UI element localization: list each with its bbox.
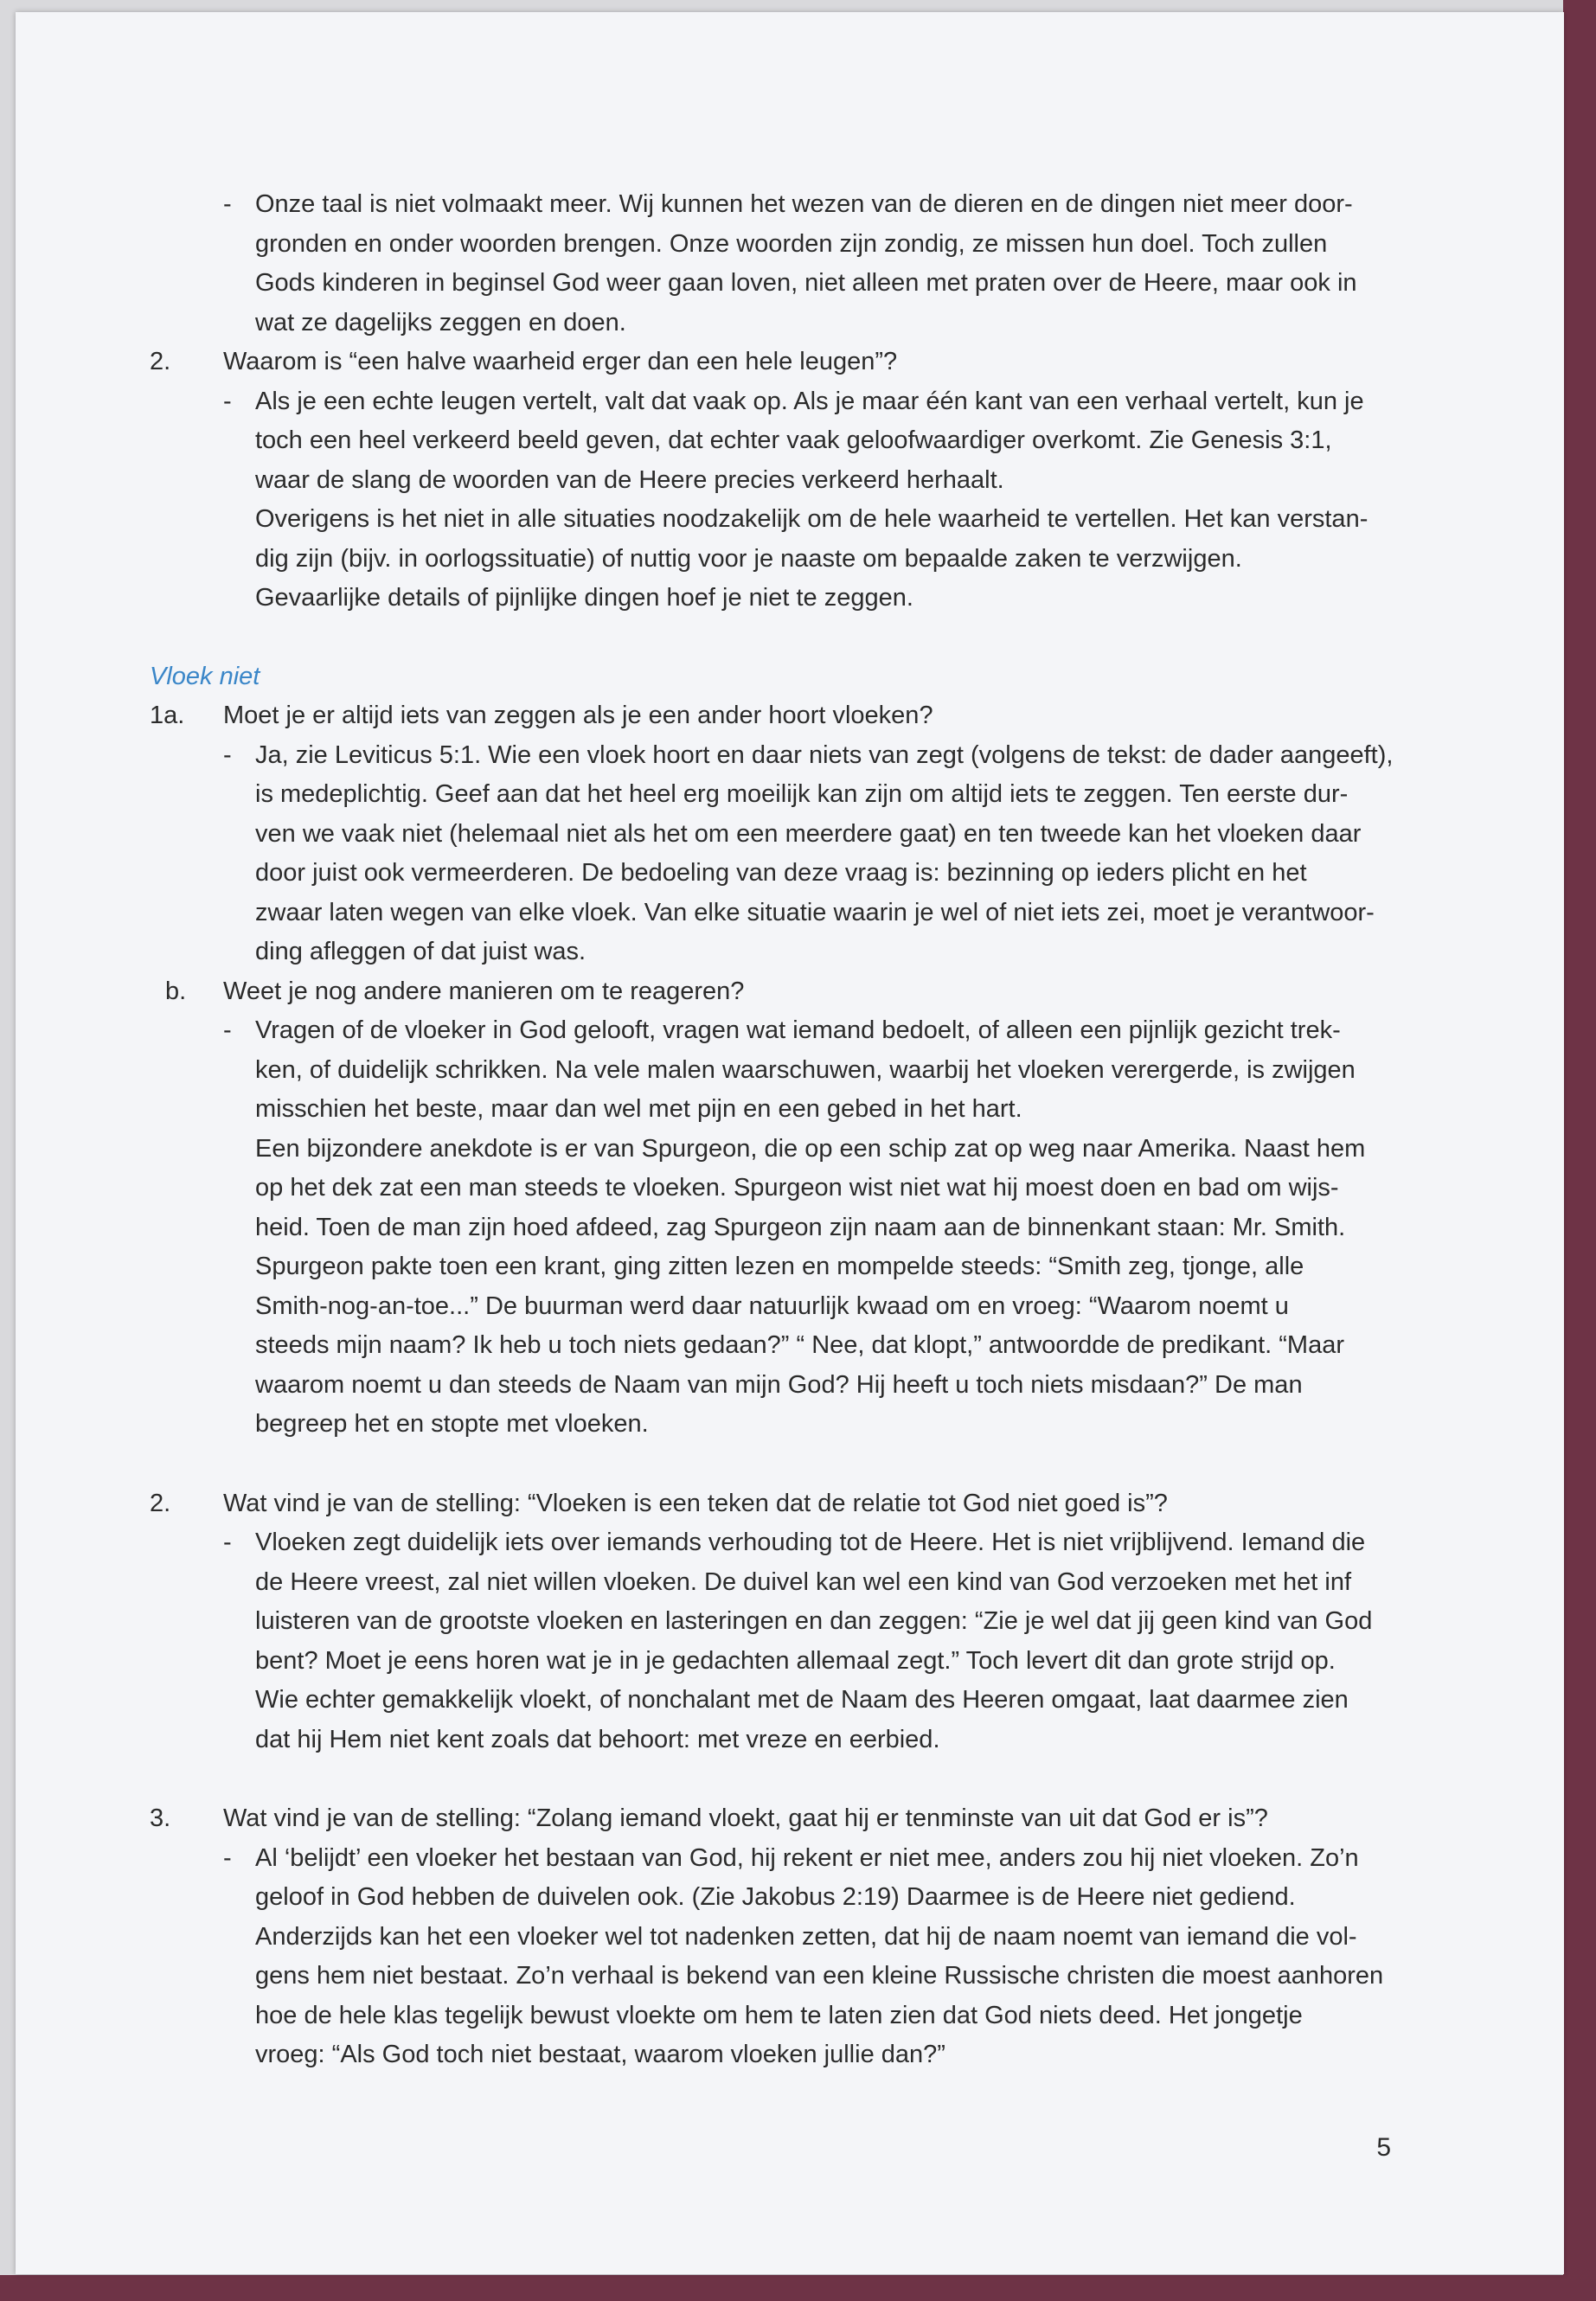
question-row <box>150 1799 1430 1839</box>
answer-line: Smith-nog-an-toe...” De buurman werd daar natuurlijk kwaad om en vroeg: “Waarom noemt u <box>255 1292 1289 1320</box>
answer-line: vroeg: “Als God toch niet bestaat, waarom vloeken jullie dan?” <box>255 2041 945 2068</box>
answer-line: de Heere vreest, zal niet willen vloeken. De duivel kan wel een kind van God verzoeken met het inf <box>255 1567 1352 1596</box>
answer-line: waar de slang de woorden van de Heere precies verkeerd herhaalt. <box>255 465 1004 494</box>
answer-line: dig zijn (bijv. in oorlogssituatie) of nuttig voor je naaste om bepaalde zaken te verzwijgen. <box>255 544 1242 573</box>
question-number: b. <box>165 977 187 1005</box>
answer-line: dat hij Hem niet kent zoals dat behoort: met vreze en eerbied. <box>255 1725 940 1753</box>
answer-line: - Vloeken zegt duidelijk iets over iemands verhouding tot de Heere. Het is niet vrijblijvend. Iemand die <box>150 1523 1430 1563</box>
question-v3 <box>150 1799 1430 2075</box>
answer-line: Spurgeon pakte toen een krant, ging zitten lezen en mompelde steeds: “Smith zeg, tjonge, alle <box>255 1253 1304 1280</box>
page-content <box>150 185 1430 2075</box>
answer-line: - Ja, zie Leviticus 5:1. Wie een vloek hoort en daar niets van zegt (volgens de tekst: de dader aangeeft), <box>150 736 1430 776</box>
spacer <box>150 1445 1430 1484</box>
answer-line: op het dek zat een man steeds te vloeken. Spurgeon wist niet wat hij moest doen en bad om wijs- <box>255 1174 1339 1202</box>
answer-line: wat ze dagelijks zeggen en doen. <box>255 308 626 336</box>
section-title: Vloek niet <box>150 662 260 690</box>
question-1b <box>150 972 1430 1445</box>
answer-line: Een bijzondere anekdote is er van Spurgeon, die op een schip zat op weg naar Amerika. Naast hem <box>255 1134 1366 1163</box>
answer-line: heid. Toen de man zijn hoed afdeed, zag Spurgeon zijn naam aan de binnenkant staan: Mr. Smith. <box>255 1213 1346 1241</box>
question-row <box>150 972 1430 1012</box>
dash-bullet: - <box>223 740 232 769</box>
answer-line: - Als je een echte leugen vertelt, valt dat vaak op. Als je maar één kant van een verhaal vertelt, kun je <box>150 382 1430 422</box>
spacer <box>150 1759 1430 1799</box>
answer-line: ken, of duidelijk schrikken. Na vele malen waarschuwen, waarbij het vloeken verergerde, is zwijgen <box>255 1055 1356 1084</box>
answer-line: - Vragen of de vloeker in God gelooft, vragen wat iemand bedoelt, of alleen een pijnlijk gezicht trek- <box>150 1011 1430 1051</box>
answer-line: Gevaarlijke details of pijnlijke dingen hoef je niet te zeggen. <box>255 584 913 612</box>
question-text: Wat vind je van de stelling: “Zolang iemand vloekt, gaat hij er tenminste van uit dat God er is”? <box>223 1804 1268 1832</box>
answer-line: Anderzijds kan het een vloeker wel tot nadenken zetten, dat hij de naam noemt van iemand die vol- <box>255 1922 1357 1951</box>
question-number: 2. <box>150 348 171 375</box>
answer-line: hoe de hele klas tegelijk bewust vloekte om hem te laten zien dat God niets deed. Het jongetje <box>255 2001 1303 2029</box>
dash-bullet: - <box>223 190 232 218</box>
answer-line: begreep het en stopte met vloeken. <box>255 1410 649 1438</box>
answer-line: Overigens is het niet in alle situaties noodzakelijk om de hele waarheid te vertellen. Het kan verstan- <box>255 505 1368 533</box>
page-number: 5 <box>1376 2133 1391 2162</box>
dash-bullet: - <box>223 1016 232 1044</box>
answer-line: luisteren van de grootste vloeken en lasteringen en dan zeggen: “Zie je wel dat jij geen kind van God <box>255 1607 1373 1635</box>
answer-line: - Al ‘belijdt’ een vloeker het bestaan van God, hij rekent er niet mee, anders zou hij niet vloeken. Zo’n <box>150 1839 1430 1879</box>
question-text: Wat vind je van de stelling: “Vloeken is een teken dat de relatie tot God niet goed is”? <box>223 1489 1168 1517</box>
answer-line: misschien het beste, maar dan wel met pijn en een gebed in het hart. <box>255 1095 1022 1123</box>
answer-line: Wie echter gemakkelijk vloekt, of nonchalant met de Naam des Heeren omgaat, laat daarmee zien <box>255 1686 1349 1714</box>
intro-answer <box>150 185 1430 343</box>
question-row <box>150 696 1430 736</box>
answer-line: ding afleggen of dat juist was. <box>255 938 586 965</box>
question-row <box>150 343 1430 382</box>
answer-line: Gods kinderen in beginsel God weer gaan loven, niet alleen met praten over de Heere, maar ook in <box>255 269 1357 297</box>
question-1a <box>150 696 1430 972</box>
document-page <box>16 12 1564 2274</box>
answer-line: is medeplichtig. Geef aan dat het heel erg moeilijk kan zijn om altijd iets te zeggen. Ten eerste dur- <box>255 780 1349 808</box>
question-number: 1a. <box>150 702 185 729</box>
question-row <box>150 1484 1430 1524</box>
dash-bullet: - <box>223 1529 232 1556</box>
dash-bullet: - <box>223 1843 232 1872</box>
answer-line: gronden en onder woorden brengen. Onze woorden zijn zondig, ze missen hun doel. Toch zullen <box>255 229 1328 258</box>
answer-line: gens hem niet bestaat. Zo’n verhaal is bekend van een kleine Russische christen die moest aanhoren <box>255 1962 1384 1990</box>
question-v2 <box>150 1484 1430 1760</box>
dash-bullet: - <box>223 387 232 415</box>
question-text: Moet je er altijd iets van zeggen als je een ander hoort vloeken? <box>223 702 933 729</box>
binder-edge <box>1563 0 1596 2301</box>
binder-bottom-edge <box>0 2275 1596 2301</box>
answer-line: door juist ook vermeerderen. De bedoeling van deze vraag is: bezinning op ieders plicht en het <box>255 859 1307 887</box>
answer-line: waarom noemt u dan steeds de Naam van mijn God? Hij heeft u toch niets misdaan?” De man <box>255 1370 1303 1399</box>
answer-line: ven we vaak niet (helemaal niet als het om een meerdere gaat) en ten tweede kan het vloeken daar <box>255 819 1362 848</box>
answer-line: steeds mijn naam? Ik heb u toch niets gedaan?” “ Nee, dat klopt,” antwoordde de predikant. “Maar <box>255 1331 1344 1359</box>
question-number: 3. <box>150 1804 171 1832</box>
question-text: Weet je nog andere manieren om te reageren? <box>223 977 745 1005</box>
question-number: 2. <box>150 1489 171 1517</box>
question-text: Waarom is “een halve waarheid erger dan een hele leugen”? <box>223 348 898 375</box>
question-2 <box>150 343 1430 619</box>
answer-line: bent? Moet je eens horen wat je in je gedachten allemaal zegt.” Toch levert dit dan grote strijd op. <box>255 1646 1336 1675</box>
answer-line: zwaar laten wegen van elke vloek. Van elke situatie waarin je wel of niet iets zei, moet je verantwoor- <box>255 898 1375 926</box>
answer-line: toch een heel verkeerd beeld geven, dat echter vaak geloofwaardiger overkomt. Zie Genesis 3:1, <box>255 426 1332 454</box>
answer-line: - Onze taal is niet volmaakt meer. Wij kunnen het wezen van de dieren en de dingen niet meer door- <box>150 185 1430 225</box>
answer-line: geloof in God hebben de duivelen ook. (Zie Jakobus 2:19) Daarmee is de Heere niet gediend. <box>255 1883 1296 1911</box>
